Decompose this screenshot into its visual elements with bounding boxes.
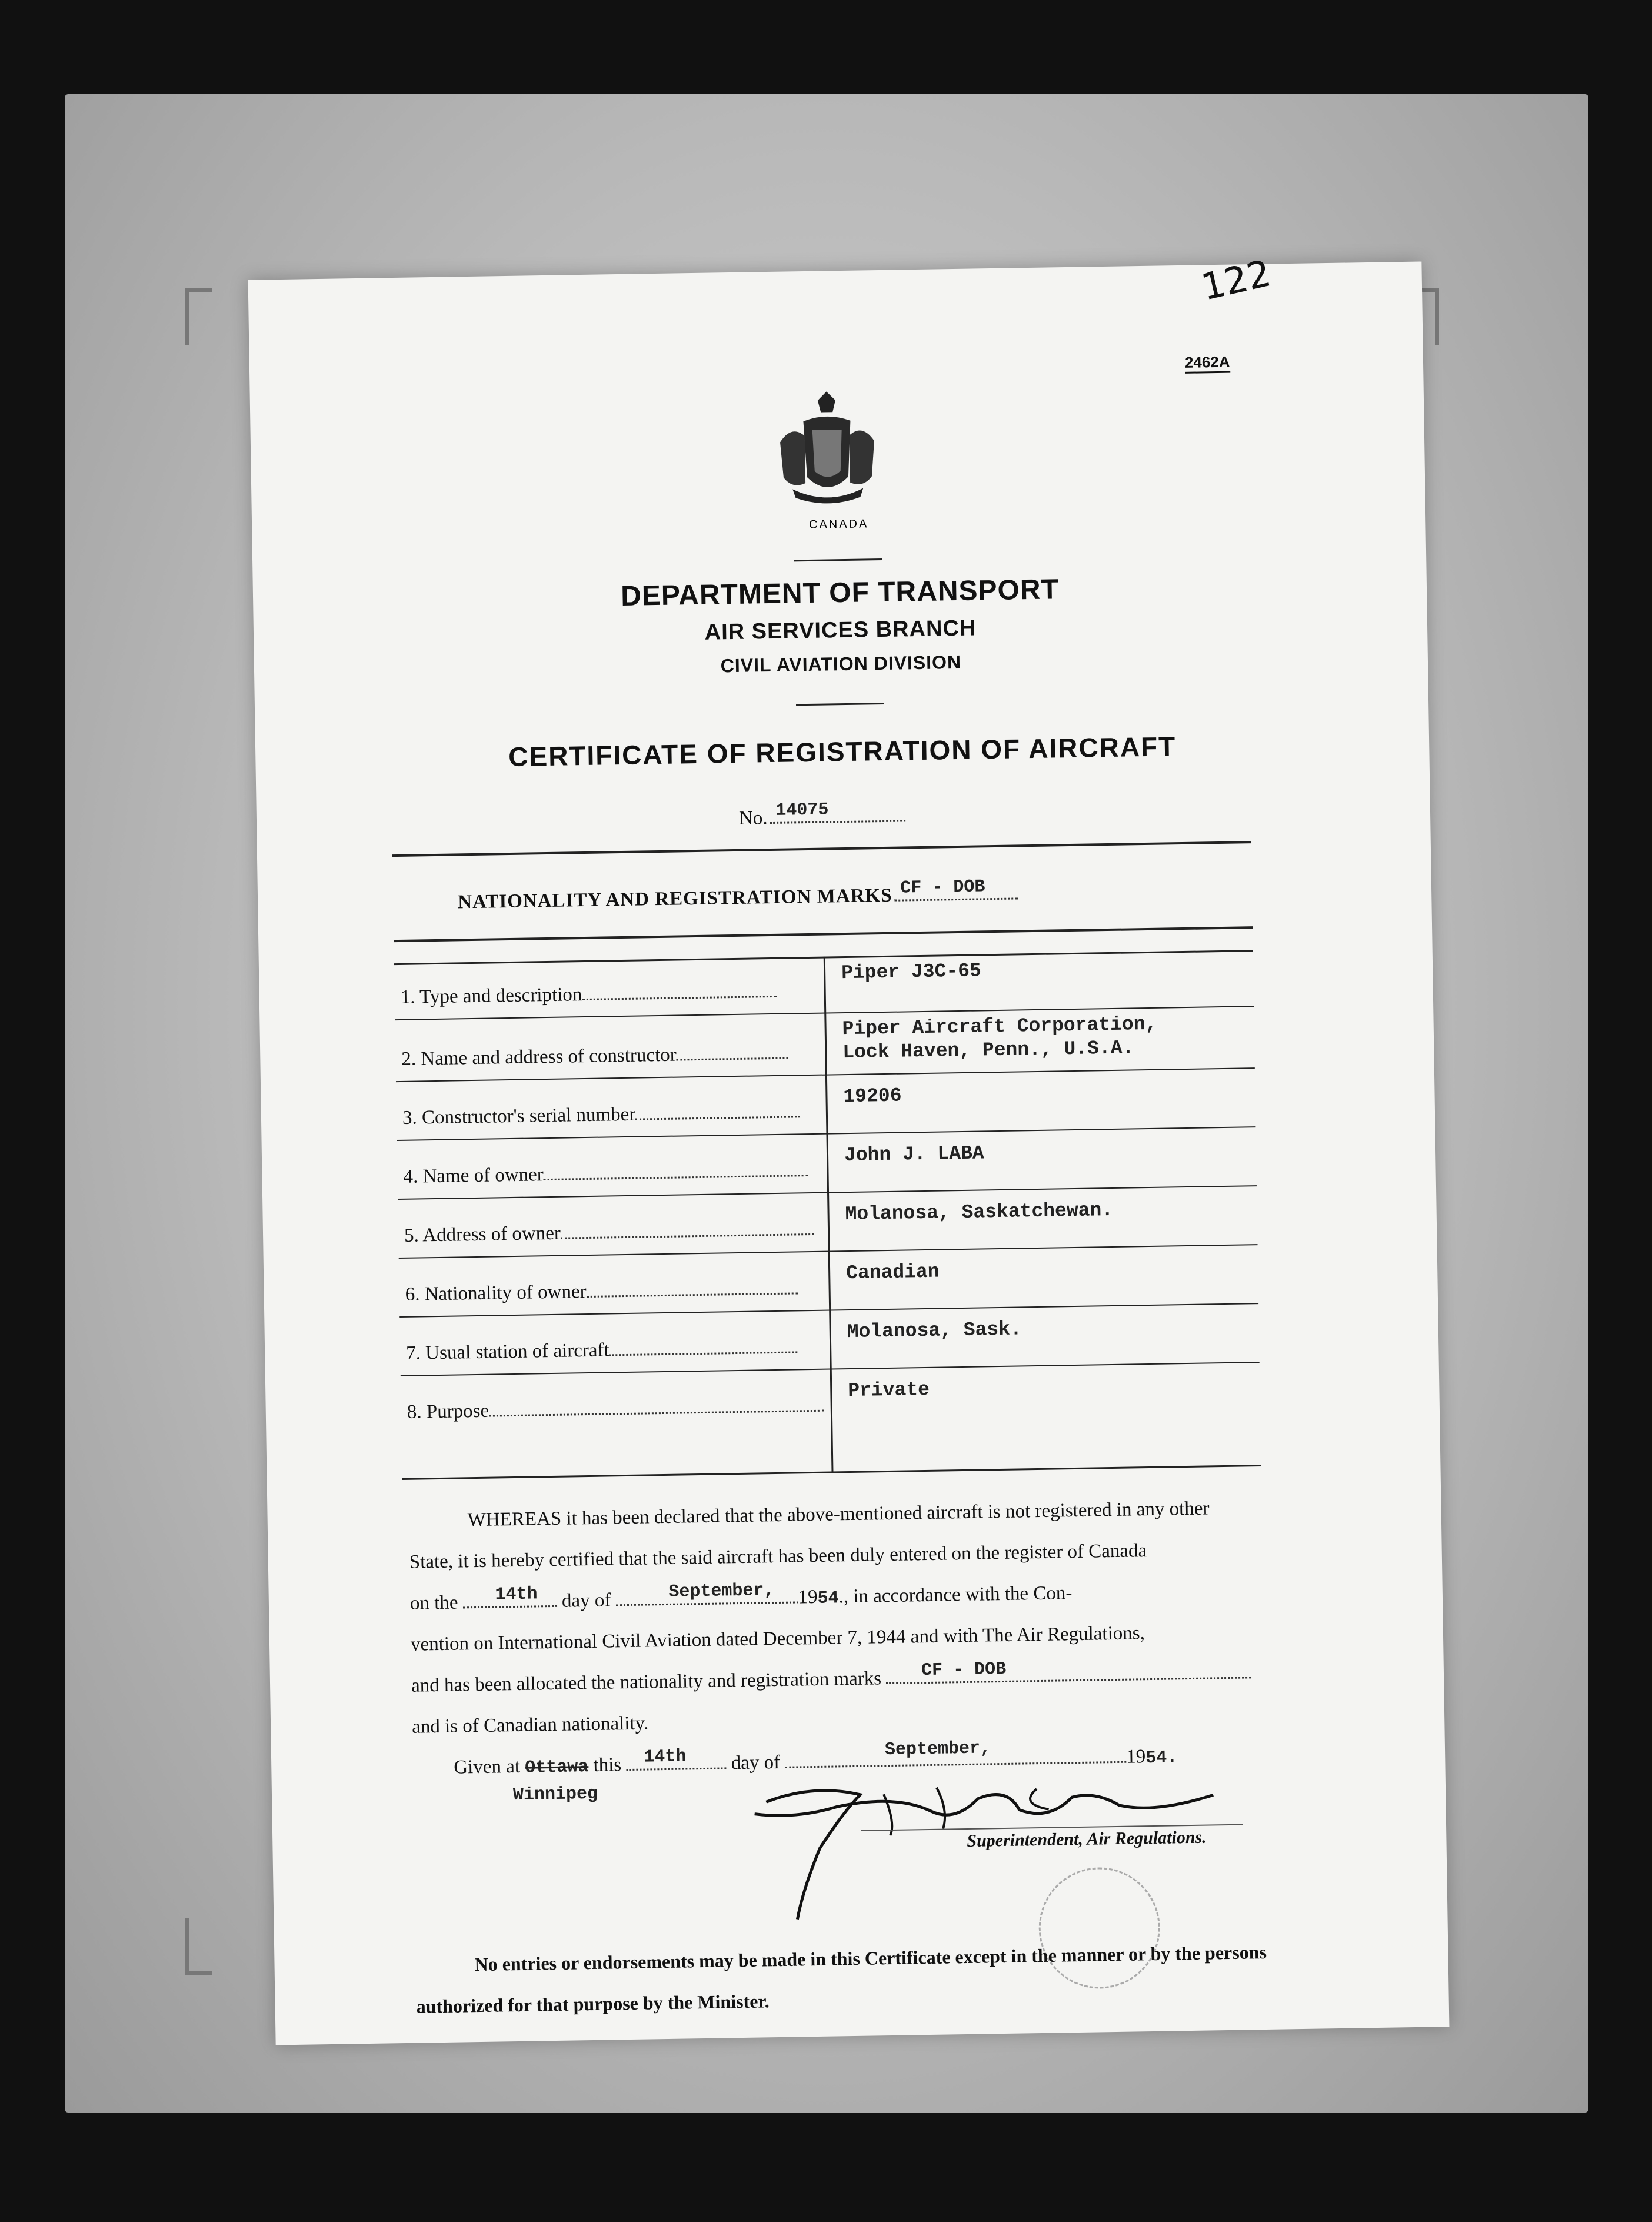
signature-title: Superintendent, Air Regulations. — [967, 1827, 1207, 1851]
number-label: No. — [738, 807, 768, 829]
coat-of-arms-icon — [768, 388, 887, 513]
purpose-value: Private — [848, 1378, 930, 1402]
footer-line-1: No entries or endorsements may be made in this Certificate except in the manner or by the persons — [474, 1941, 1267, 1975]
given-at-line: Given at Ottawa this 14th day of September, 1954. — [454, 1738, 1178, 1778]
footer-line-2: authorized for that purpose by the Minister. — [416, 1990, 770, 2017]
marks-label: NATIONALITY AND REGISTRATION MARKS — [457, 884, 892, 913]
certificate-number — [738, 800, 905, 829]
statement-line-3: on the 14th day of September, 1954., in accordance with the Con- — [409, 1581, 1073, 1614]
handwritten-page-number: 122 — [1197, 251, 1275, 309]
crop-mark-top-left — [185, 288, 212, 345]
field-row: 4. Name of owner — [403, 1160, 808, 1188]
constructor-value-line1: Piper Aircraft Corporation, — [842, 1013, 1157, 1040]
branch-heading: AIR SERVICES BRANCH — [704, 616, 977, 645]
form-number: 2462A — [1185, 353, 1230, 374]
rule — [392, 841, 1251, 857]
owner-value: John J. LABA — [844, 1142, 984, 1167]
statement-line-1: WHEREAS it has been declared that the above-mentioned aircraft is not registered in any other — [467, 1498, 1210, 1531]
statement-line-6: and is of Canadian nationality. — [411, 1712, 649, 1738]
field-row: 1. Type and description — [400, 981, 776, 1009]
marks-dots — [895, 877, 1018, 901]
number-dots — [770, 800, 905, 824]
number-value: 14075 — [775, 800, 829, 821]
department-heading: DEPARTMENT OF TRANSPORT — [620, 574, 1060, 612]
field-row: 7. Usual station of aircraft — [406, 1336, 798, 1364]
constructor-value-line2: Lock Haven, Penn., U.S.A. — [842, 1037, 1134, 1064]
nationality-value: Canadian — [845, 1260, 940, 1285]
embossed-seal — [1038, 1867, 1161, 1990]
division-heading: CIVIL AVIATION DIVISION — [720, 651, 962, 677]
statement-line-5: and has been allocated the nationality and registration marks CF - DOB — [411, 1662, 1251, 1697]
field-row: 8. Purpose — [407, 1395, 825, 1423]
field-row: 5. Address of owner — [404, 1219, 814, 1247]
marks-value: CF - DOB — [900, 877, 985, 899]
certificate-sheet — [248, 251, 1450, 2045]
certificate-title: CERTIFICATE OF REGISTRATION OF AIRCRAFT — [508, 731, 1177, 772]
divider — [794, 558, 882, 561]
field-row: 3. Constructor's serial number — [402, 1101, 801, 1129]
rule — [394, 926, 1253, 942]
crop-mark-bottom-left — [185, 1918, 212, 1975]
given-place: Winnipeg — [512, 1784, 598, 1806]
registration-marks — [457, 877, 1018, 913]
type-value: Piper J3C-65 — [841, 960, 982, 984]
statement-line-2: State, it is hereby certified that the said aircraft has been duly entered on the register of Canada — [409, 1540, 1147, 1573]
station-value: Molanosa, Sask. — [847, 1318, 1022, 1343]
crest-caption: CANADA — [808, 517, 869, 531]
serial-value: 19206 — [843, 1085, 902, 1108]
statement-line-4: vention on International Civil Aviation dated December 7, 1944 and with The Air Regulations, — [410, 1622, 1145, 1655]
column-divider — [824, 957, 834, 1472]
owner-address-value: Molanosa, Saskatchewan. — [845, 1199, 1114, 1226]
field-row: 6. Nationality of owner — [405, 1278, 798, 1305]
field-row: 2. Name and address of constructor — [401, 1043, 788, 1070]
divider — [796, 703, 884, 706]
